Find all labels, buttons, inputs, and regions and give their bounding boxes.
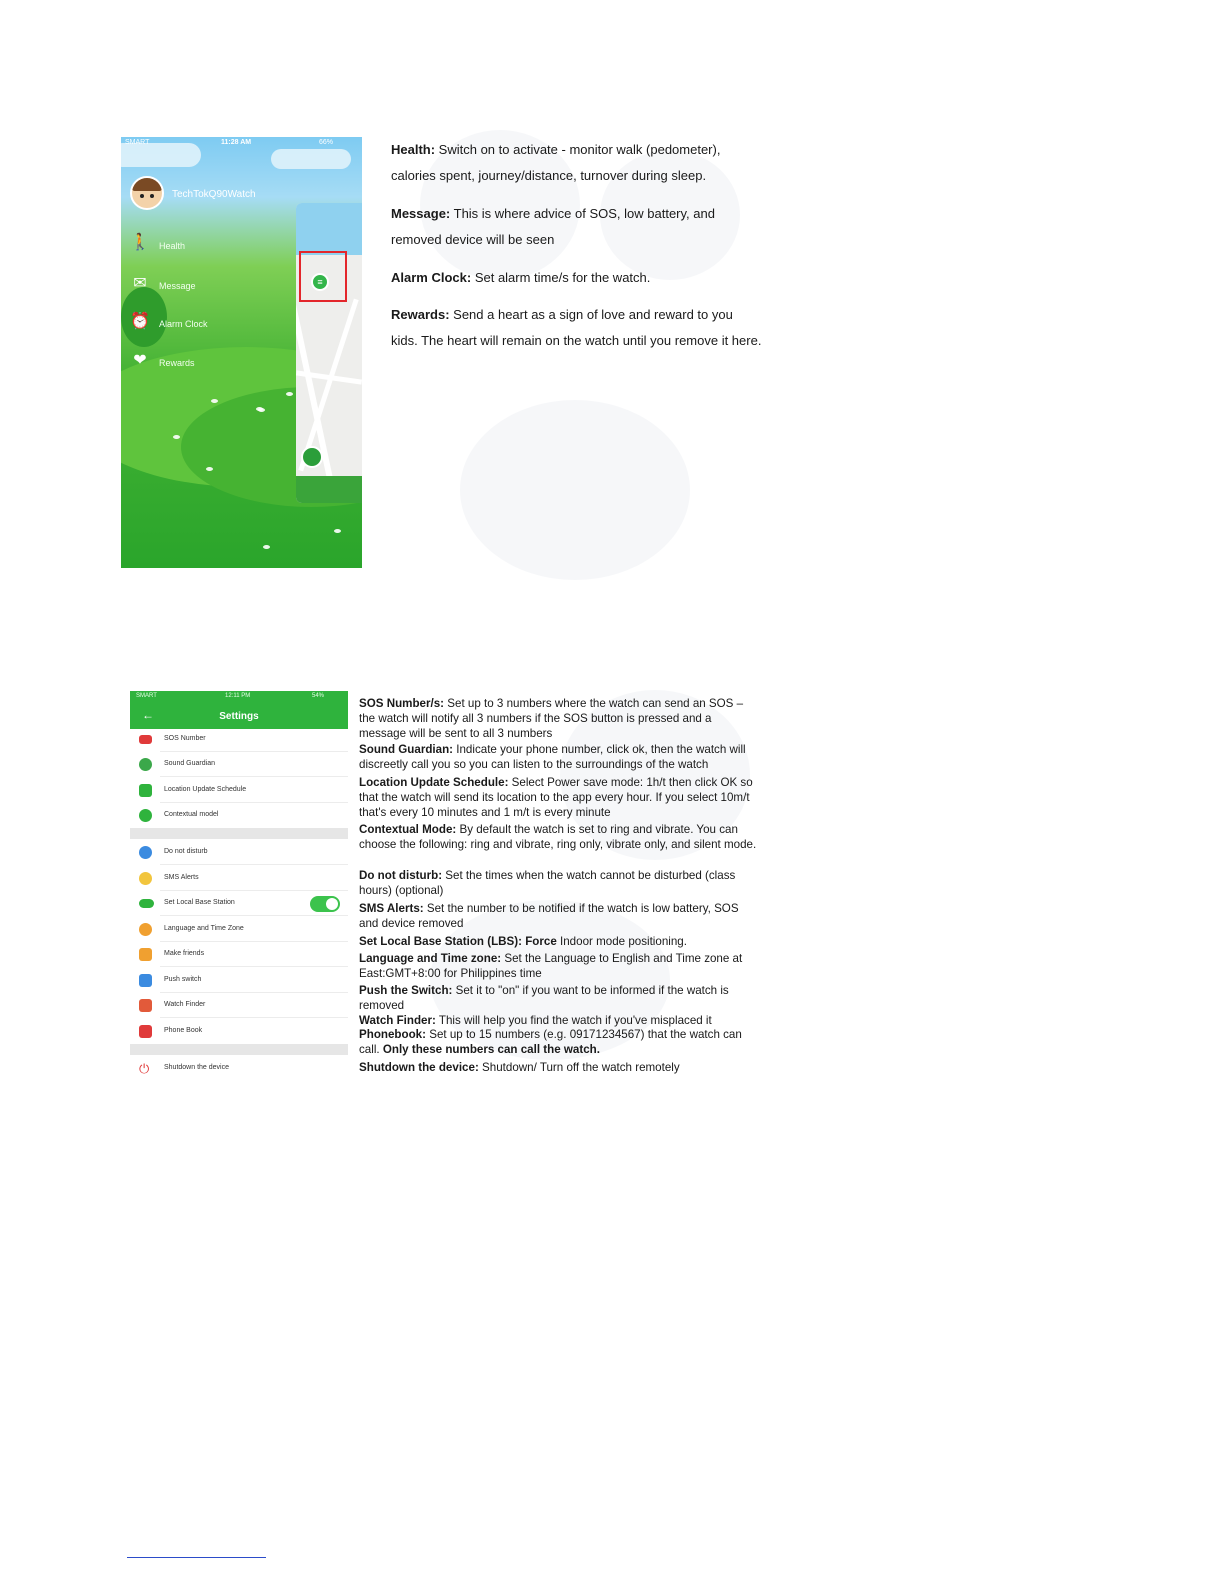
desc-shutdown: Shutdown the device: Shutdown/ Turn off the watch remotely <box>359 1061 680 1074</box>
toggle-icon <box>139 899 154 908</box>
watermark-shape <box>460 400 690 580</box>
context-icon <box>139 809 152 822</box>
envelope-icon: ✉ <box>133 275 147 292</box>
settings-row-phone-book[interactable]: Phone Book <box>130 1019 348 1044</box>
menu-item-rewards[interactable]: Rewards <box>159 358 195 368</box>
clock-label: 11:28 AM <box>221 139 252 146</box>
menu-icon[interactable]: ≡ <box>311 273 329 291</box>
back-arrow-icon[interactable]: ← <box>142 708 154 722</box>
clock-label: 12:11 PM <box>225 693 251 699</box>
globe-icon <box>139 923 152 936</box>
settings-row-location-update-schedule[interactable]: Location Update Schedule <box>130 778 348 803</box>
desc-language-time-zone: Language and Time zone: Set the Language to English and Time zone at East:GMT+8:00 for Philippines time <box>359 952 743 980</box>
lbs-toggle-switch[interactable] <box>310 896 340 912</box>
desc-rewards: Rewards: Send a heart as a sign of love and reward to you kids. The heart will remain on the watch until you remove it here. <box>391 307 762 348</box>
desc-alarm-clock: Alarm Clock: Set alarm time/s for the watch. <box>391 270 651 285</box>
battery-label: 66% <box>319 139 334 146</box>
settings-row-make-friends[interactable]: Make friends <box>130 942 348 967</box>
desc-location-update-schedule: Location Update Schedule: Select Power save mode: 1h/t then click OK so that the watch will send its location to the app every hour. If you select 10m/t that's every 10 minutes and 1 m/t is every minute <box>359 776 753 819</box>
push-icon <box>139 974 152 987</box>
desc-message: Message: This is where advice of SOS, low battery, and removed device will be seen <box>391 206 715 247</box>
child-icon: 🚶 <box>130 234 150 251</box>
schedule-icon <box>139 784 152 797</box>
settings-row-sms-alerts[interactable]: SMS Alerts <box>130 866 348 891</box>
menu-item-alarm-clock[interactable]: Alarm Clock <box>159 319 208 329</box>
battery-label: 54% <box>312 693 325 699</box>
desc-watch-finder: Watch Finder: This will help you find the watch if you've misplaced it <box>359 1014 712 1027</box>
guardian-icon <box>139 758 152 771</box>
desc-sound-guardian: Sound Guardian: Indicate your phone number, click ok, then the watch will discreetly call you so you can listen to the surroundings of the watch <box>359 743 746 771</box>
alarm-clock-icon: ⏰ <box>130 313 150 330</box>
settings-screenshot <box>130 691 348 1079</box>
settings-row-contextual-model[interactable]: Contextual model <box>130 803 348 828</box>
desc-do-not-disturb: Do not disturb: Set the times when the watch cannot be disturbed (class hours) (optional) <box>359 869 736 897</box>
chat-icon <box>139 872 152 885</box>
profile-name: TechTokQ90Watch <box>172 189 256 200</box>
avatar[interactable] <box>130 176 164 210</box>
settings-row-shutdown[interactable]: ⏻ Shutdown the device <box>139 1061 229 1076</box>
desc-sms-alerts: SMS Alerts: Set the number to be notified if the watch is low battery, SOS and device removed <box>359 902 739 930</box>
carrier-label: SMART <box>136 693 157 699</box>
watch-icon <box>139 999 152 1012</box>
desc-contextual-mode: Contextual Mode: By default the watch is set to ring and vibrate. You can choose the following: ring and vibrate, ring only, vibrate only, and silent mode. <box>359 823 757 851</box>
phonebook-icon <box>139 1025 152 1038</box>
section-divider <box>130 1044 348 1055</box>
settings-row-local-base-station[interactable]: Set Local Base Station <box>130 891 348 916</box>
desc-phonebook: Phonebook: Set up to 15 numbers (e.g. 09171234567) that the watch can call. Only these numbers can call the watch. <box>359 1028 742 1056</box>
carrier-label: SMART <box>125 139 150 146</box>
menu-item-health[interactable]: Health <box>159 241 186 251</box>
desc-local-base-station: Set Local Base Station (LBS): Force Indoor mode positioning. <box>359 935 687 948</box>
friends-icon <box>139 948 152 961</box>
settings-row-watch-finder[interactable]: Watch Finder <box>130 993 348 1018</box>
settings-row-language-time-zone[interactable]: Language and Time Zone <box>130 917 348 942</box>
page-title: Settings <box>219 711 259 722</box>
sos-icon <box>139 735 152 744</box>
desc-push-switch: Push the Switch: Set it to "on" if you want to be informed if the watch is removed <box>359 984 729 1012</box>
settings-row-push-switch[interactable]: Push switch <box>130 968 348 993</box>
heart-icon: ❤ <box>133 352 147 369</box>
settings-row-sos-number[interactable]: SOS Number <box>130 727 348 752</box>
settings-row-sound-guardian[interactable]: Sound Guardian <box>130 752 348 777</box>
speaker-icon <box>139 846 152 859</box>
locate-button[interactable] <box>301 446 323 468</box>
settings-row-do-not-disturb[interactable]: Do not disturb <box>130 840 348 865</box>
footnote-rule <box>127 1557 266 1558</box>
menu-item-message[interactable]: Message <box>159 281 196 291</box>
desc-sos-number: SOS Number/s: Set up to 3 numbers where the watch can send an SOS – the watch will notify all 3 numbers if the SOS button is pressed and a message will be sent to all 3 numbers <box>359 697 744 740</box>
status-bar <box>121 137 362 149</box>
desc-health: Health: Switch on to activate - monitor walk (pedometer), calories spent, journey/distance, turnover during sleep. <box>391 142 721 183</box>
settings-header <box>130 691 348 729</box>
section-divider <box>130 828 348 839</box>
power-icon: ⏻ <box>139 1061 150 1076</box>
highlight-box <box>299 251 347 302</box>
